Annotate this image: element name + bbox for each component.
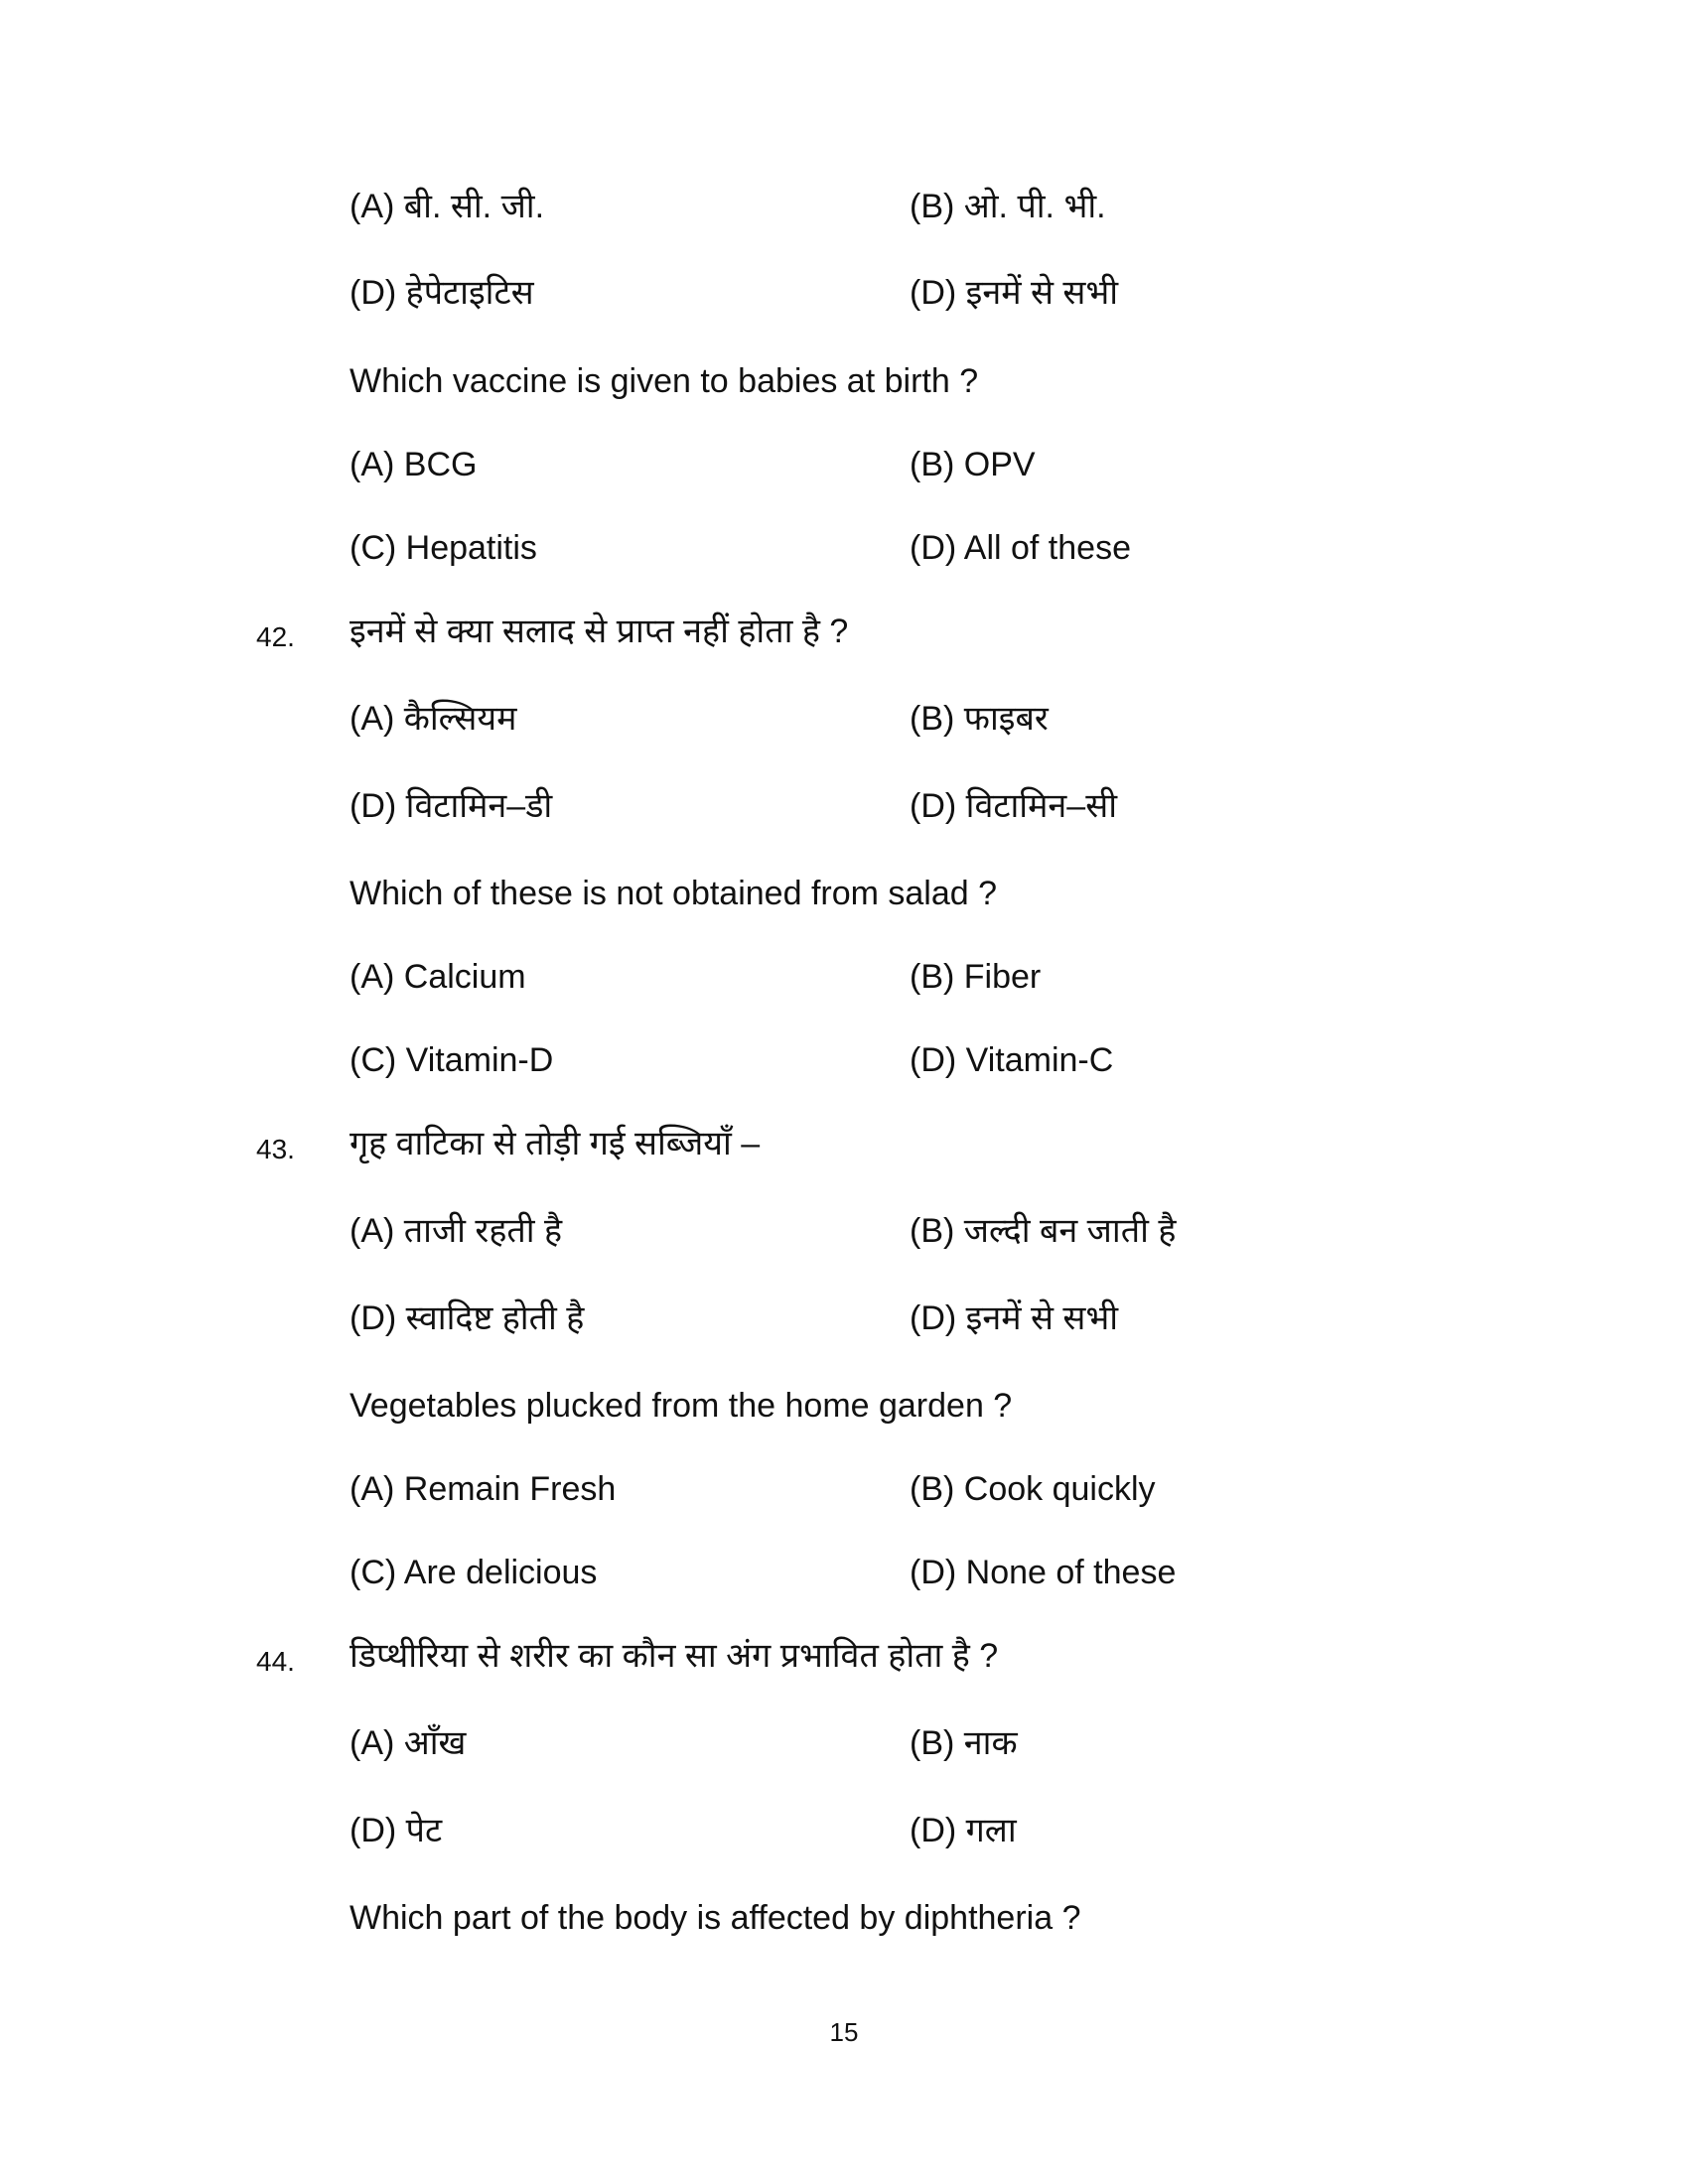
page-number: 15 bbox=[829, 2017, 859, 2047]
q41-english-option-b: (B) OPV bbox=[910, 446, 1036, 483]
q44-hindi-question: डिप्थीरिया से शरीर का कौन सा अंग प्रभावित होता है ? bbox=[350, 1637, 999, 1675]
q43-english-option-b: (B) Cook quickly bbox=[910, 1470, 1156, 1508]
q41-hindi-option-a: (A) बी. सी. जी. bbox=[350, 188, 545, 225]
q44-english-question: Which part of the body is affected by diphtheria ? bbox=[350, 1899, 1081, 1937]
q41-english-question: Which vaccine is given to babies at birth ? bbox=[350, 362, 979, 400]
q42-hindi-option-d: (D) विटामिन–सी bbox=[910, 787, 1118, 825]
q43-english-option-a: (A) Remain Fresh bbox=[350, 1470, 617, 1508]
q42-hindi-option-b: (B) फाइबर bbox=[910, 700, 1049, 738]
q43-hindi-option-b: (B) जल्दी बन जाती है bbox=[910, 1212, 1177, 1250]
q43-english-option-d: (D) None of these bbox=[910, 1554, 1177, 1591]
q41-hindi-option-c: (D) हेपेटाइटिस bbox=[350, 274, 534, 312]
q43-number: 43. bbox=[256, 1134, 295, 1164]
q42-hindi-option-c: (D) विटामिन–डी bbox=[350, 787, 553, 825]
q43-hindi-option-a: (A) ताजी रहती है bbox=[350, 1212, 563, 1250]
q44-number: 44. bbox=[256, 1646, 295, 1677]
q42-english-question: Which of these is not obtained from salad ? bbox=[350, 875, 998, 912]
q43-english-option-c: (C) Are delicious bbox=[350, 1554, 598, 1591]
q44-hindi-option-a: (A) आँख bbox=[350, 1724, 467, 1762]
q44-hindi-option-c: (D) पेट bbox=[350, 1812, 443, 1849]
q41-english-option-a: (A) BCG bbox=[350, 446, 478, 483]
q42-hindi-question: इनमें से क्या सलाद से प्राप्त नहीं होता है ? bbox=[350, 613, 849, 650]
q43-hindi-option-c: (D) स्वादिष्ट होती है bbox=[350, 1299, 585, 1337]
q41-hindi-option-d: (D) इनमें से सभी bbox=[910, 274, 1119, 312]
q43-hindi-option-d: (D) इनमें से सभी bbox=[910, 1299, 1119, 1337]
q41-english-option-c: (C) Hepatitis bbox=[350, 529, 537, 567]
q43-hindi-question: गृह वाटिका से तोड़ी गई सब्जियाँ – bbox=[350, 1125, 761, 1162]
q44-hindi-option-d: (D) गला bbox=[910, 1812, 1017, 1849]
q41-hindi-option-b: (B) ओ. पी. भी. bbox=[910, 188, 1106, 225]
q42-english-option-d: (D) Vitamin-C bbox=[910, 1041, 1114, 1079]
q42-english-option-c: (C) Vitamin-D bbox=[350, 1041, 554, 1079]
q44-hindi-option-b: (B) नाक bbox=[910, 1724, 1018, 1762]
q42-english-option-a: (A) Calcium bbox=[350, 958, 526, 996]
q42-english-option-b: (B) Fiber bbox=[910, 958, 1042, 996]
q43-english-question: Vegetables plucked from the home garden ? bbox=[350, 1387, 1013, 1425]
q42-hindi-option-a: (A) कैल्सियम bbox=[350, 700, 517, 738]
q41-english-option-d: (D) All of these bbox=[910, 529, 1131, 567]
q42-number: 42. bbox=[256, 621, 295, 652]
